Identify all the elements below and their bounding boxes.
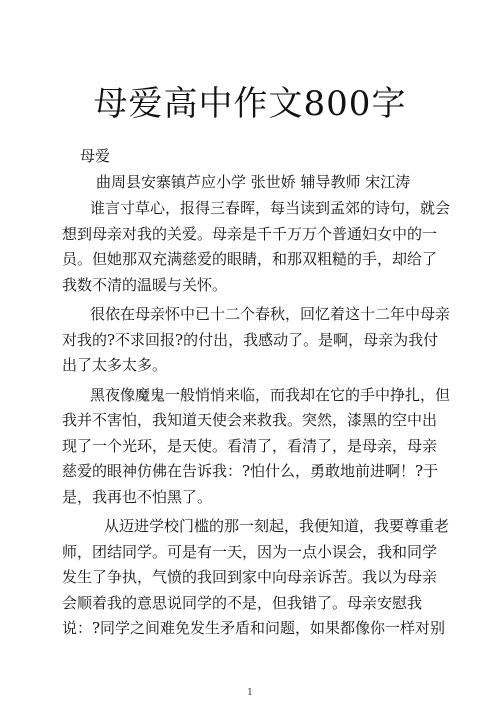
paragraph-line: 发生了争执，气愤的我回到家中向母亲诉苦。我以为母亲 [62,568,438,586]
paragraph-line: 是，我再也不怕黑了。 [62,487,213,506]
paragraph-line: 出了太多太多。 [62,356,168,374]
paragraph-3 [62,383,451,511]
paragraph-line: 慈爱的眼神仿佛在告诉我：?怕什么，勇敢地前进啊！?于 [62,462,439,480]
paragraph-line: 从迈进学校门槛的那一刻起，我便知道，我要尊重老 [104,517,450,535]
author-byline: 曲周县安寨镇芦应小学 张世娇 辅导教师 宋江涛 [96,173,411,191]
essay-body [62,196,451,642]
paragraph-1 [62,196,451,298]
paragraph-line: 很依在母亲怀中已十二个春秋，回忆着这十二年中母亲 [90,305,451,323]
paragraph-line: 我数不清的温暖与关怀。 [62,275,228,294]
paragraph-line: 想到母亲对我的关爱。母亲是千千万万个普通妇女中的一 [62,224,438,243]
paragraph-line: 我并不害怕，我知道天使会来救我。突然，漆黑的空中出 [62,411,438,429]
essay-subtitle: 母爱 [80,147,111,165]
paragraph-2 [62,302,451,379]
page-number: 1 [247,688,253,698]
paragraph-line: 会顺着我的意思说同学的不是，但我错了。母亲安慰我 [62,593,423,612]
paragraph-line: 员。但她那双充满慈爱的眼睛，和那双粗糙的手，却给了 [62,250,438,268]
paragraph-line: 谁言寸草心，报得三春晖，每当读到孟郊的诗句，就会 [90,199,451,217]
paragraph-line: 说：?同学之间难免发生矛盾和问题，如果都像你一样对别 [62,619,446,637]
document-title: 母爱高中作文800字 [93,84,407,124]
paragraph-line: 黑夜像魔鬼一般悄悄来临，而我却在它的手中挣扎，但 [90,385,451,404]
paragraph-line: 对我的?不求回报?的付出，我感动了。是啊，母亲为我付 [62,330,439,349]
paragraph-line: 师，团结同学。可是有一天，因为一点小误会，我和同学 [62,542,438,561]
paragraph-4 [62,514,450,642]
paragraph-line: 现了一个光环，是天使。看清了，看清了，是母亲，母亲 [62,436,438,455]
